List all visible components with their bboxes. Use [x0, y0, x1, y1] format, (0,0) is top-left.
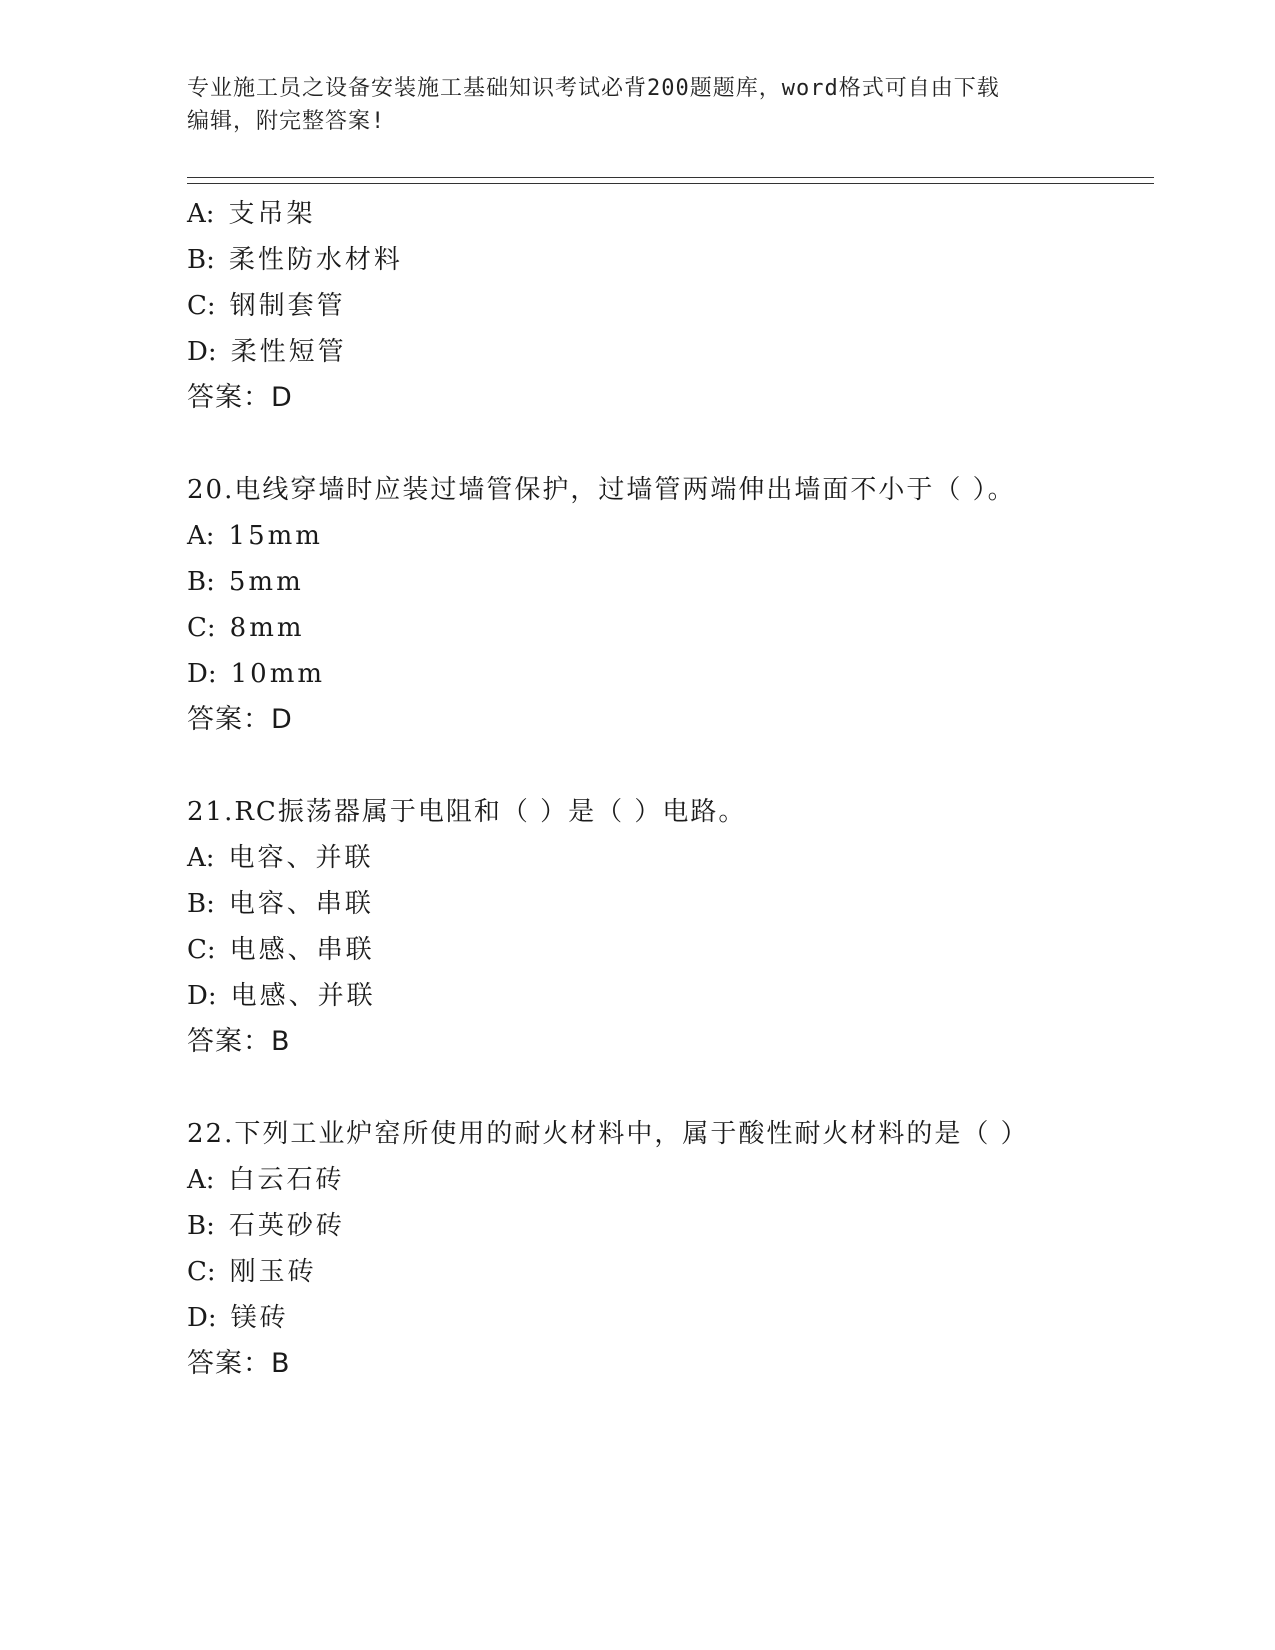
question-stem: 21.RC振荡器属于电阻和（ ）是（ ）电路。	[187, 797, 747, 827]
option-b	[187, 559, 1154, 605]
option-text: 支吊架	[228, 199, 316, 229]
option-a	[187, 191, 1154, 237]
option-d	[187, 329, 1154, 375]
option-letter: D:	[187, 659, 217, 689]
option-letter: A:	[187, 199, 215, 229]
option-d	[187, 1295, 1154, 1341]
option-text: 10mm	[230, 659, 326, 689]
option-text: 15mm	[228, 521, 323, 551]
question-block	[187, 789, 1154, 1065]
header-line-2: 编辑，附完整答案!	[187, 109, 386, 134]
option-text: 8mm	[229, 613, 305, 643]
option-letter: D:	[187, 337, 217, 367]
option-text: 电容、并联	[228, 843, 374, 873]
option-letter: A:	[187, 521, 215, 551]
option-a	[187, 835, 1154, 881]
question-stem: 20.电线穿墙时应装过墙管保护，过墙管两端伸出墙面不小于（ ）。	[187, 475, 1016, 505]
option-b	[187, 237, 1154, 283]
option-letter: C:	[187, 1257, 216, 1287]
option-letter: D:	[187, 1303, 217, 1333]
option-letter: B:	[187, 889, 215, 919]
option-a	[187, 1157, 1154, 1203]
question-block	[187, 187, 1154, 421]
header-divider-top	[187, 177, 1154, 178]
option-letter: C:	[187, 613, 216, 643]
option-c	[187, 927, 1154, 973]
option-letter: D:	[187, 981, 217, 1011]
option-b	[187, 1203, 1154, 1249]
option-d	[187, 973, 1154, 1019]
option-text: 白云石砖	[228, 1165, 345, 1195]
option-letter: B:	[187, 567, 215, 597]
option-letter: B:	[187, 1211, 215, 1241]
option-text: 电感、串联	[229, 935, 375, 965]
question-block	[187, 467, 1154, 743]
answer-line: 答案：B	[187, 1026, 291, 1057]
answer-line: 答案：B	[187, 1348, 291, 1379]
option-letter: C:	[187, 291, 216, 321]
option-text: 刚玉砖	[229, 1257, 317, 1287]
option-b	[187, 881, 1154, 927]
document-header	[187, 72, 1087, 138]
option-text: 电容、串联	[228, 889, 374, 919]
option-text: 镁砖	[230, 1303, 289, 1333]
option-c	[187, 283, 1154, 329]
option-text: 钢制套管	[229, 291, 346, 321]
option-text: 石英砂砖	[228, 1211, 345, 1241]
option-letter: A:	[187, 843, 215, 873]
option-a	[187, 513, 1154, 559]
option-text: 柔性短管	[230, 337, 347, 367]
option-text: 5mm	[228, 567, 304, 597]
option-d	[187, 651, 1154, 697]
option-letter: B:	[187, 245, 215, 275]
question-list	[187, 187, 1154, 1387]
option-text: 柔性防水材料	[228, 245, 403, 275]
option-text: 电感、并联	[230, 981, 376, 1011]
question-stem: 22.下列工业炉窑所使用的耐火材料中，属于酸性耐火材料的是（ ）	[187, 1119, 1029, 1149]
header-line-1: 专业施工员之设备安装施工基础知识考试必背200题题库，word格式可自由下载	[187, 76, 1000, 101]
answer-line: 答案：D	[187, 704, 293, 735]
answer-line: 答案：D	[187, 382, 293, 413]
question-block	[187, 1111, 1154, 1387]
option-letter: A:	[187, 1165, 215, 1195]
option-c	[187, 1249, 1154, 1295]
header-divider-bottom	[187, 183, 1154, 184]
option-letter: C:	[187, 935, 216, 965]
option-c	[187, 605, 1154, 651]
